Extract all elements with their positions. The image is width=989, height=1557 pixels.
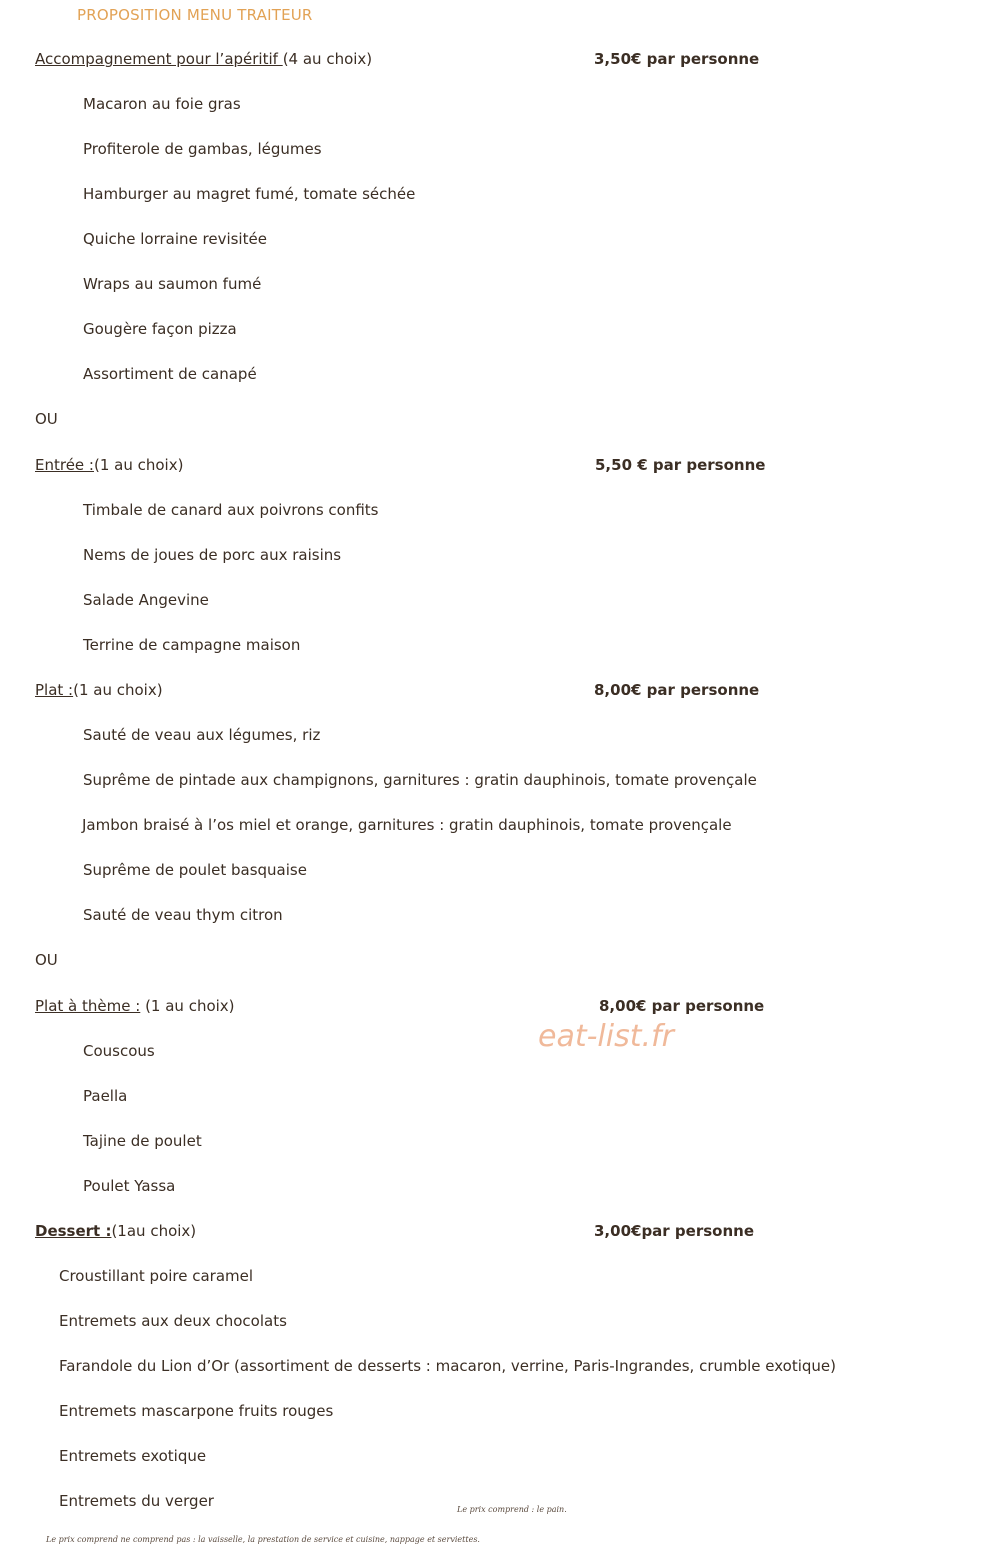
section-header-entree bbox=[35, 456, 183, 474]
menu-item: Paella bbox=[83, 1087, 128, 1105]
section-header-theme bbox=[35, 997, 235, 1015]
menu-item: Entremets mascarpone fruits rouges bbox=[59, 1402, 334, 1420]
menu-item: Suprême de poulet basquaise bbox=[83, 861, 307, 879]
section-label-dessert: Dessert : bbox=[35, 1222, 112, 1240]
section-label-aperitif: Accompagnement pour l’apéritif bbox=[35, 50, 283, 68]
menu-item: Quiche lorraine revisitée bbox=[83, 230, 267, 248]
section-header-plat bbox=[35, 681, 163, 699]
menu-item: Sauté de veau thym citron bbox=[83, 906, 283, 924]
menu-item: Jambon braisé à l’os miel et orange, garnitures : gratin dauphinois, tomate provençale bbox=[82, 816, 732, 834]
menu-item: Farandole du Lion d’Or (assortiment de desserts : macaron, verrine, Paris-Ingrandes, crumble exotique) bbox=[59, 1357, 837, 1375]
price-includes-note: Le prix comprend : le pain. bbox=[457, 1505, 567, 1514]
menu-item: Poulet Yassa bbox=[83, 1177, 176, 1195]
menu-item: Profiterole de gambas, légumes bbox=[83, 140, 322, 158]
menu-item: Couscous bbox=[83, 1042, 155, 1060]
or-separator: OU bbox=[35, 410, 58, 428]
menu-item: Entremets aux deux chocolats bbox=[59, 1312, 287, 1330]
menu-item: Nems de joues de porc aux raisins bbox=[83, 546, 342, 564]
menu-item: Timbale de canard aux poivrons confits bbox=[83, 501, 379, 519]
section-price-theme: 8,00€ par personne bbox=[599, 997, 765, 1015]
section-header-dessert bbox=[35, 1222, 196, 1240]
price-excludes-note: Le prix comprend ne comprend pas : la vaisselle, la prestation de service et cuisine, nappage et serviettes. bbox=[46, 1535, 480, 1544]
section-header-aperitif bbox=[35, 50, 372, 68]
or-separator: OU bbox=[35, 951, 58, 969]
menu-item: Entremets du verger bbox=[59, 1492, 214, 1510]
menu-item: Tajine de poulet bbox=[83, 1132, 202, 1150]
menu-item: Gougère façon pizza bbox=[83, 320, 237, 338]
section-price-entree: 5,50 € par personne bbox=[595, 456, 766, 474]
section-choice-theme: (1 au choix) bbox=[140, 997, 235, 1015]
section-price-dessert: 3,00€par personne bbox=[594, 1222, 754, 1240]
section-choice-aperitif: (4 au choix) bbox=[282, 50, 373, 68]
section-label-plat: Plat : bbox=[35, 681, 74, 699]
menu-item: Croustillant poire caramel bbox=[59, 1267, 254, 1285]
section-choice-entree: (1 au choix) bbox=[93, 456, 184, 474]
page-title: PROPOSITION MENU TRAITEUR bbox=[77, 6, 313, 24]
menu-item: Sauté de veau aux légumes, riz bbox=[83, 726, 321, 744]
section-label-entree: Entrée : bbox=[35, 456, 94, 474]
section-choice-dessert: (1au choix) bbox=[111, 1222, 197, 1240]
menu-item: Wraps au saumon fumé bbox=[83, 275, 262, 293]
menu-item: Assortiment de canapé bbox=[83, 365, 257, 383]
section-price-plat: 8,00€ par personne bbox=[594, 681, 760, 699]
menu-item: Macaron au foie gras bbox=[83, 95, 241, 113]
section-choice-plat: (1 au choix) bbox=[73, 681, 163, 699]
menu-item: Terrine de campagne maison bbox=[83, 636, 301, 654]
menu-item: Hamburger au magret fumé, tomate séchée bbox=[83, 185, 416, 203]
watermark: eat-list.fr bbox=[538, 1019, 674, 1054]
section-label-theme: Plat à thème : bbox=[35, 997, 141, 1015]
menu-item: Salade Angevine bbox=[83, 591, 209, 609]
menu-item: Entremets exotique bbox=[59, 1447, 207, 1465]
menu-item: Suprême de pintade aux champignons, garnitures : gratin dauphinois, tomate provençale bbox=[83, 771, 757, 789]
section-price-aperitif: 3,50€ par personne bbox=[594, 50, 760, 68]
